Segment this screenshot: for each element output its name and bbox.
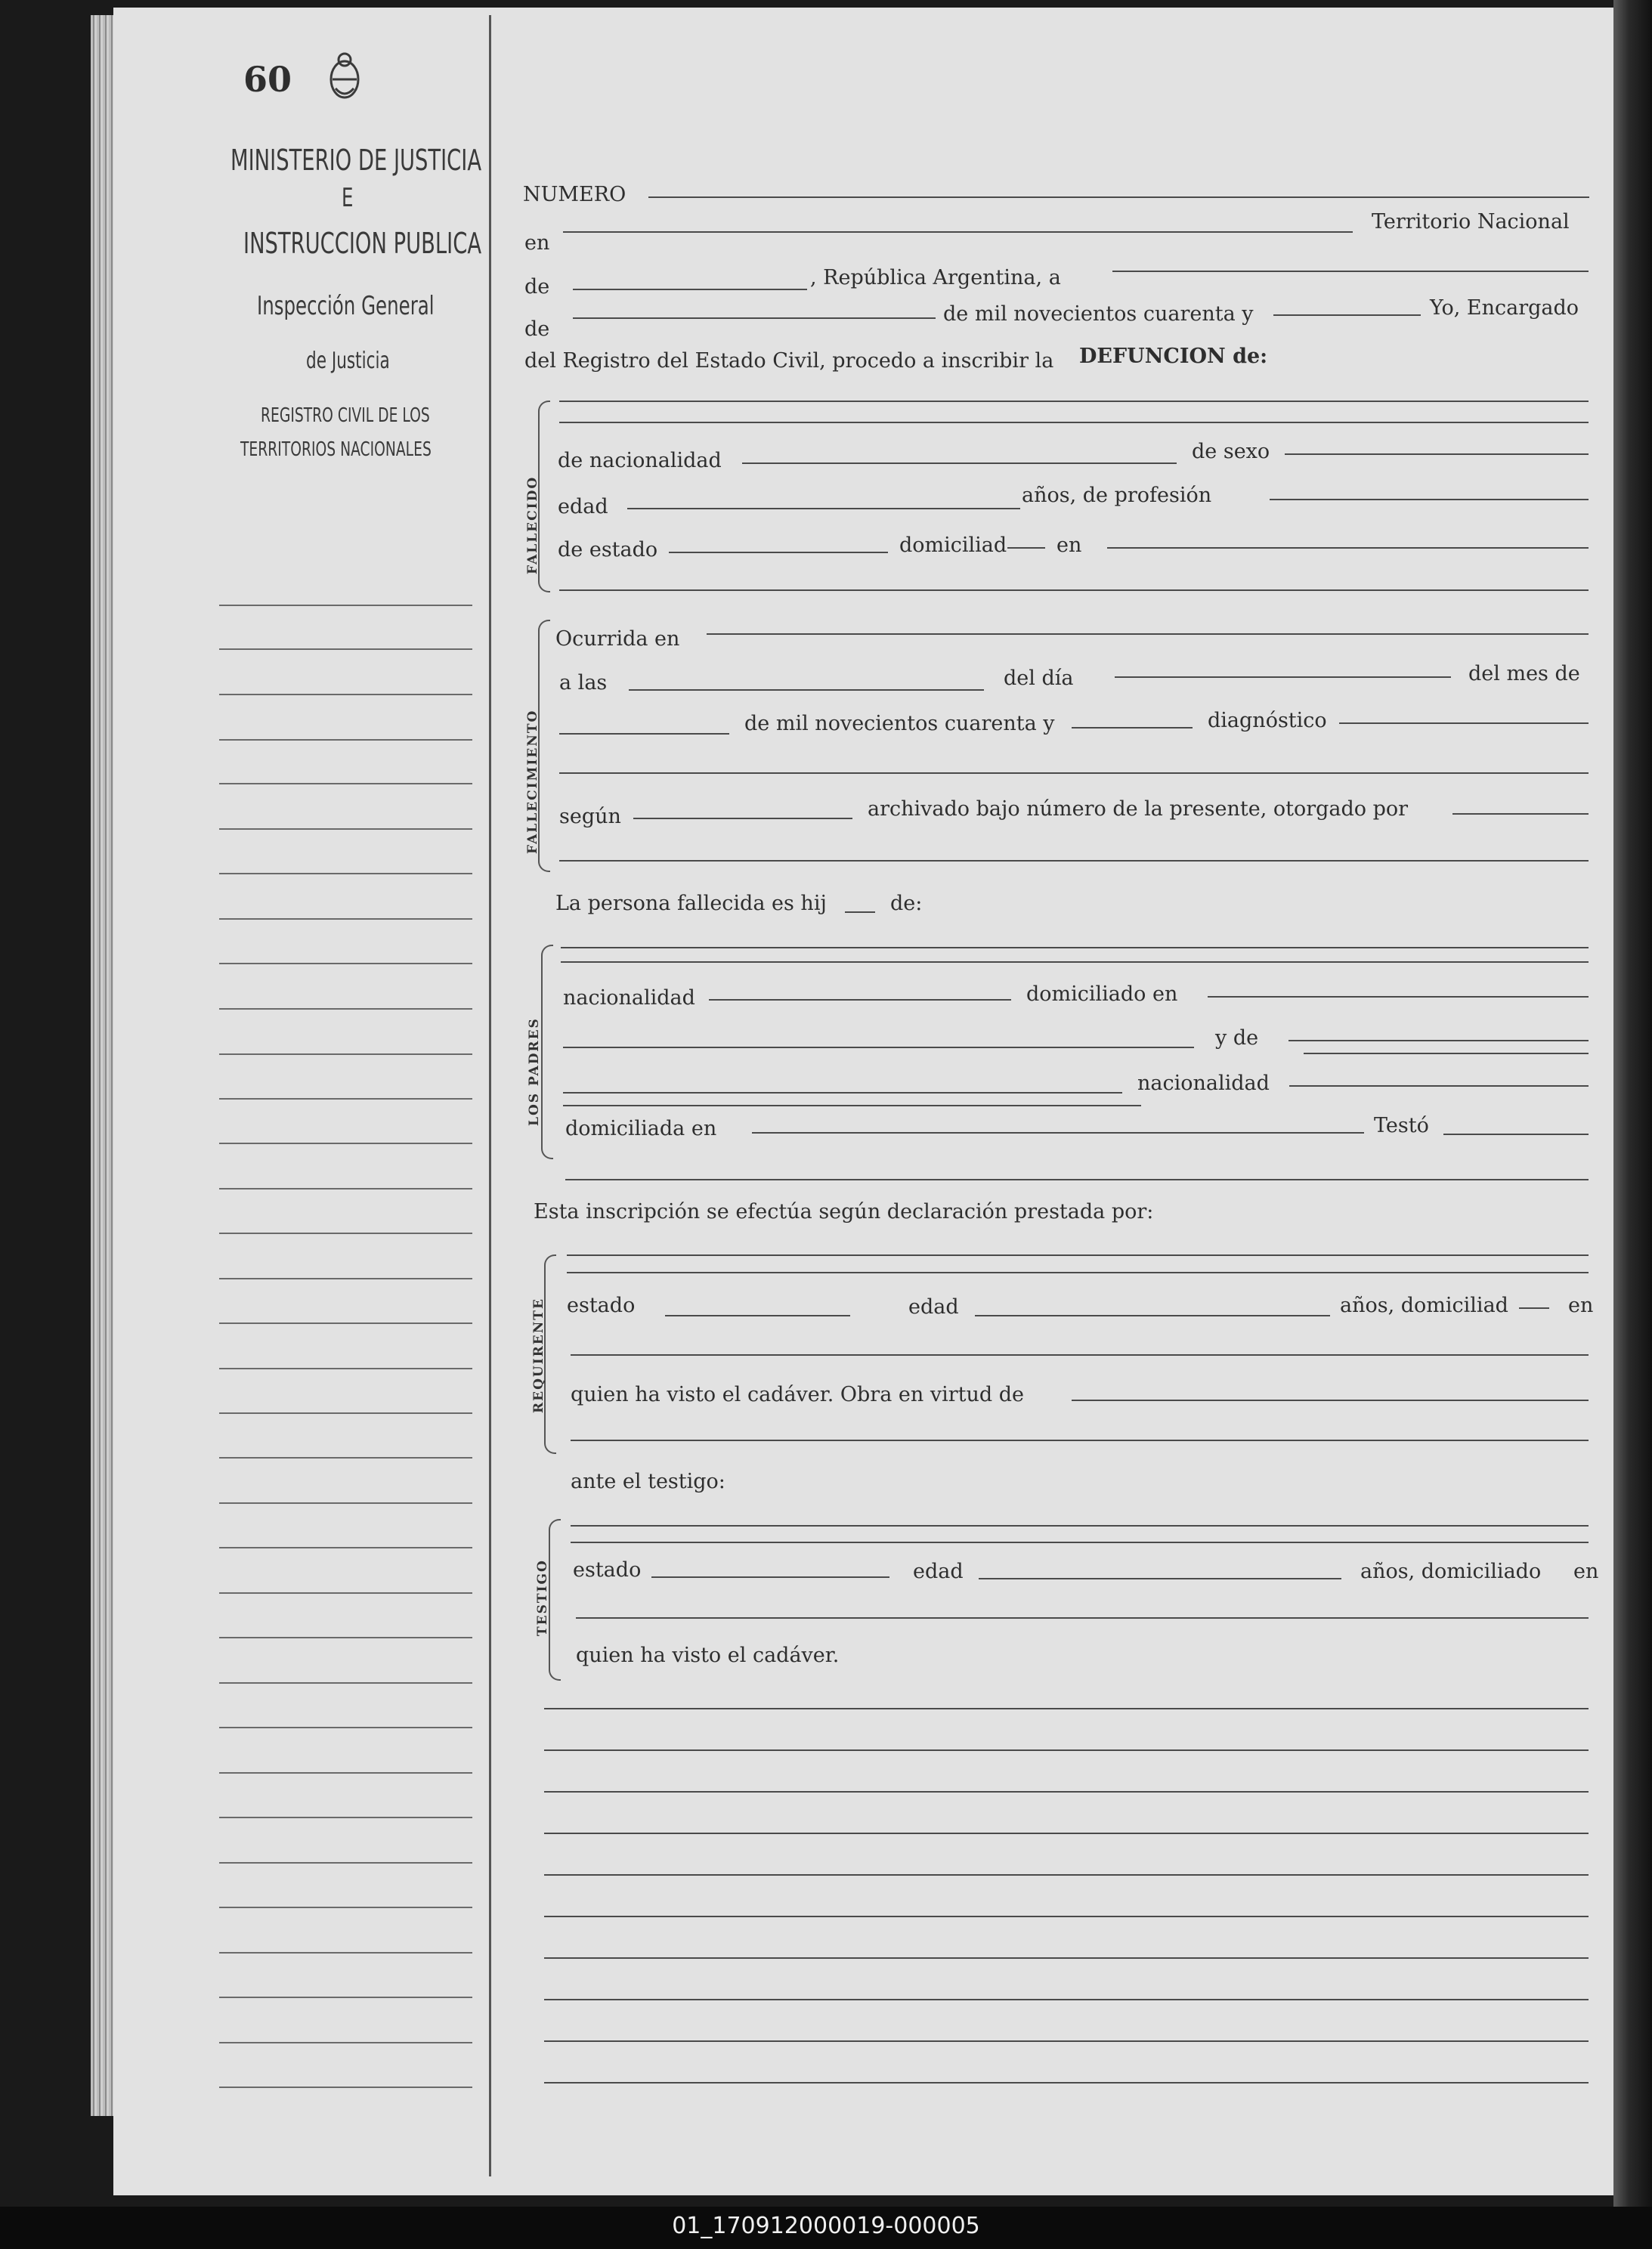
deceased-name-line-1[interactable] <box>559 401 1589 402</box>
otorgado-field-2[interactable] <box>559 860 1589 862</box>
domiciliado-testigo-label: años, domiciliado <box>1360 1560 1542 1583</box>
edad-requirente-label: edad <box>908 1295 959 1319</box>
edad-label: edad <box>558 495 608 518</box>
padre-name-line-2[interactable] <box>561 961 1589 963</box>
inspection-line-1: Inspección General <box>257 291 435 321</box>
estado-requirente-field[interactable] <box>665 1315 850 1316</box>
mil-novecientos-label-1: de mil novecientos cuarenta y <box>943 302 1254 326</box>
madre-name-field-4[interactable] <box>563 1105 1141 1106</box>
register-page <box>113 8 1613 2195</box>
edad-testigo-label: edad <box>913 1560 964 1583</box>
sexo-label: de sexo <box>1192 440 1270 463</box>
dia-field[interactable] <box>1115 676 1451 678</box>
registry-line-1: REGISTRO CIVIL DE LOS <box>261 404 430 427</box>
ministry-line-1: MINISTERIO DE JUSTICIA <box>230 144 482 177</box>
en-testigo-label: en <box>1573 1560 1599 1583</box>
estado-requirente-label: estado <box>567 1294 636 1317</box>
diagnostico-label: diagnóstico <box>1208 709 1327 732</box>
ocurrida-label: Ocurrida en <box>555 627 680 651</box>
madre-name-field-2[interactable] <box>1304 1053 1589 1054</box>
diagnostico-field-2[interactable] <box>559 772 1589 774</box>
ministry-line-2: E <box>342 183 354 213</box>
yo-encargado-label: Yo, Encargado <box>1430 296 1579 320</box>
edad-testigo-field[interactable] <box>979 1578 1341 1579</box>
book-right-edge <box>1613 0 1652 2207</box>
requirente-side-label: REQUIRENTE <box>531 1298 546 1413</box>
registro-label: del Registro del Estado Civil, procedo a inscribir la <box>524 349 1054 373</box>
image-id-caption: 01_170912000019-000005 <box>672 2213 980 2239</box>
domiciliad-requirente-label: años, domiciliad <box>1340 1294 1508 1317</box>
en-label: en <box>524 231 550 255</box>
domicilio-requirente-field[interactable] <box>571 1354 1589 1356</box>
hora-field[interactable] <box>629 689 984 691</box>
page-number: 60 <box>243 59 292 100</box>
margin-rule <box>489 15 491 2176</box>
estado-testigo-label: estado <box>573 1558 642 1582</box>
padre-name-line-1[interactable] <box>561 947 1589 948</box>
de-field-1[interactable] <box>573 289 807 290</box>
ocurrida-field[interactable] <box>707 633 1589 635</box>
domiciliad-requirente-suffix[interactable] <box>1519 1307 1549 1309</box>
de-field-2[interactable] <box>573 317 936 319</box>
persona-de-label: de: <box>890 892 923 915</box>
domiciliado-en-label: domiciliado en <box>1026 982 1178 1006</box>
en-requirente-label: en <box>1568 1294 1594 1317</box>
estado-field[interactable] <box>669 552 888 553</box>
y-de-label: y de <box>1215 1026 1259 1050</box>
testigo-name-line-1[interactable] <box>571 1525 1589 1527</box>
nacionalidad-padre-label: nacionalidad <box>563 986 695 1010</box>
de-label-1: de <box>524 275 550 299</box>
madre-name-field[interactable] <box>1288 1040 1589 1041</box>
del-mes-label: del mes de <box>1468 662 1580 685</box>
segun-label: según <box>559 805 621 828</box>
obra-en-virtud-field[interactable] <box>1072 1400 1589 1401</box>
domiciliad-suffix-field[interactable] <box>1007 547 1045 549</box>
en-field[interactable] <box>563 231 1353 233</box>
segun-field[interactable] <box>633 818 852 819</box>
fallecimiento-side-label: FALLECIMIENTO <box>525 709 540 854</box>
nacionalidad-madre-label: nacionalidad <box>1137 1072 1270 1095</box>
del-dia-label: del día <box>1004 667 1074 690</box>
de-label-2: de <box>524 317 550 341</box>
esta-inscripcion-label: Esta inscripción se efectúa según declaración prestada por: <box>534 1200 1154 1223</box>
domicilio-padre-field[interactable] <box>1208 996 1589 998</box>
requirente-name-line-1[interactable] <box>567 1254 1589 1256</box>
sexo-field[interactable] <box>1285 453 1589 455</box>
year-field-2[interactable] <box>1072 727 1193 729</box>
estado-label: de estado <box>558 538 658 561</box>
otorgado-field[interactable] <box>1452 813 1589 815</box>
mes-field[interactable] <box>559 733 729 735</box>
domiciliada-en-label: domiciliada en <box>565 1117 717 1140</box>
domicilio-testigo-field[interactable] <box>576 1617 1589 1619</box>
defuncion-label: DEFUNCION de: <box>1079 345 1268 368</box>
territorio-label: Territorio Nacional <box>1372 210 1570 234</box>
footer-bar <box>0 2207 1652 2249</box>
year-field-1[interactable] <box>1273 314 1421 316</box>
ante-testigo-label: ante el testigo: <box>571 1470 725 1493</box>
testo-field-2[interactable] <box>565 1179 1589 1180</box>
domicilio-padre-field-2[interactable] <box>563 1047 1194 1048</box>
nacionalidad-madre-field[interactable] <box>1289 1085 1589 1087</box>
republica-label: , República Argentina, a <box>810 266 1061 289</box>
testo-field[interactable] <box>1443 1134 1589 1135</box>
hijo-suffix-field[interactable] <box>845 911 875 913</box>
en-label-1: en <box>1056 534 1082 557</box>
edad-field[interactable] <box>627 508 1020 509</box>
mil-novecientos-label-2: de mil novecientos cuarenta y <box>744 712 1055 735</box>
testigo-side-label: TESTIGO <box>535 1559 550 1636</box>
estado-testigo-field[interactable] <box>651 1576 889 1578</box>
testigo-name-line-2[interactable] <box>571 1542 1589 1543</box>
padres-side-label: LOS PADRES <box>527 1017 542 1126</box>
testigo-brace <box>549 1519 561 1681</box>
domicilio-field-2[interactable] <box>559 589 1589 591</box>
nacionalidad-label: de nacionalidad <box>558 449 722 472</box>
edad-requirente-field[interactable] <box>975 1315 1330 1316</box>
testo-label: Testó <box>1374 1114 1429 1137</box>
a-las-label: a las <box>559 671 608 694</box>
domicilio-madre-field[interactable] <box>752 1132 1364 1134</box>
madre-name-field-3[interactable] <box>563 1092 1122 1094</box>
padres-brace <box>541 945 553 1159</box>
fallecido-side-label: FALLECIDO <box>525 475 540 574</box>
quien-ha-visto-label: quien ha visto el cadáver. Obra en virtud de <box>571 1383 1025 1406</box>
coat-of-arms-icon <box>325 49 364 104</box>
numero-label: NUMERO <box>523 183 626 206</box>
ministry-line-3: INSTRUCCION PUBLICA <box>243 227 482 260</box>
numero-field[interactable] <box>648 196 1589 198</box>
requirente-name-line-2[interactable] <box>567 1272 1589 1273</box>
registry-line-2: TERRITORIOS NACIONALES <box>240 438 432 461</box>
inspection-line-2: de Justicia <box>306 348 390 374</box>
diagnostico-field[interactable] <box>1339 722 1589 724</box>
quien-ha-visto-label-2: quien ha visto el cadáver. <box>576 1644 840 1667</box>
date-field[interactable] <box>1112 271 1589 272</box>
profesion-field[interactable] <box>1270 499 1589 500</box>
nacionalidad-padre-field[interactable] <box>709 999 1011 1001</box>
domiciliad-label: domiciliad <box>899 534 1007 557</box>
persona-fallecida-label: La persona fallecida es hij <box>555 892 827 915</box>
deceased-name-line-2[interactable] <box>559 422 1589 423</box>
obra-en-virtud-field-2[interactable] <box>571 1440 1589 1441</box>
nacionalidad-field[interactable] <box>742 462 1177 464</box>
domicilio-field[interactable] <box>1107 547 1589 549</box>
archivado-label: archivado bajo número de la presente, otorgado por <box>868 797 1409 821</box>
profesion-label: años, de profesión <box>1022 484 1212 507</box>
